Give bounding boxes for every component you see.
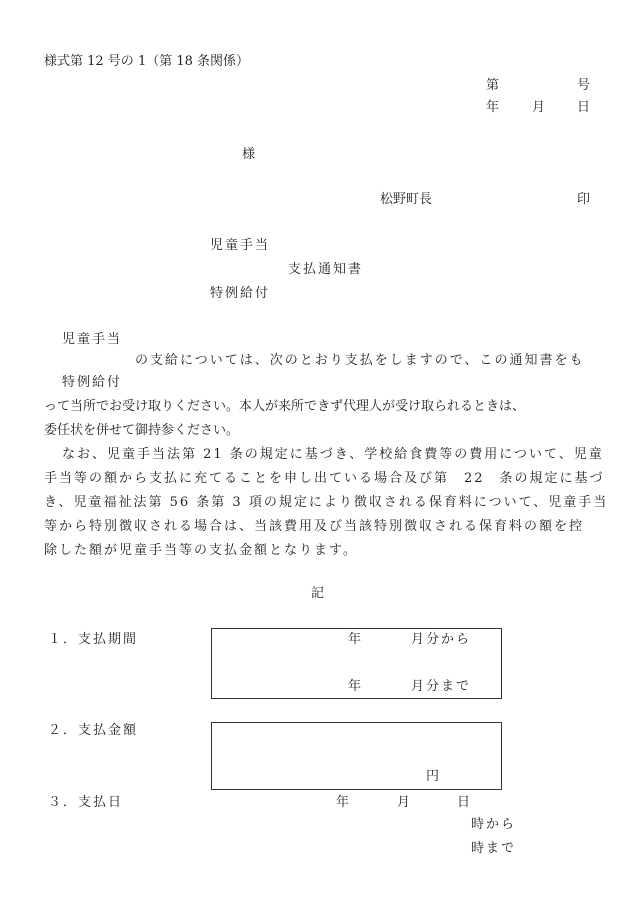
period-year-from: 年 — [348, 632, 362, 647]
document-title: 支払通知書 — [288, 262, 364, 277]
payment-amount-box — [211, 722, 502, 790]
body-upper-term: 児童手当 — [62, 332, 123, 347]
amount-yen-unit: 円 — [426, 769, 440, 784]
payment-period-label: １．支払期間 — [48, 632, 139, 647]
number-suffix: 号 — [577, 78, 591, 93]
body-text: き、児童福祉法第 56 条第 3 項の規定により徴収される保育料について、児童手当 — [44, 495, 609, 510]
title-line-3: 特例給付 — [210, 286, 271, 301]
form-number: 様式第 12 号の 1（第 18 条関係） — [44, 54, 250, 69]
payment-date-day: 日 — [457, 795, 471, 810]
period-from-text: 月分から — [411, 632, 472, 647]
date-month: 月 — [532, 100, 546, 115]
body-lower-term: 特例給付 — [62, 375, 123, 390]
number-prefix: 第 — [486, 78, 500, 93]
body-text: 委任状を併せて御持参ください。 — [44, 423, 240, 438]
period-year-to: 年 — [348, 679, 362, 694]
period-to-text: 月分まで — [411, 679, 472, 694]
body-text: 手当等の額から支払に充てることを申し出ている場合及び第 22 条の規定に基づ — [44, 471, 605, 486]
payment-date-year: 年 — [336, 795, 350, 810]
date-day: 日 — [577, 100, 591, 115]
sender-name: 松野町長 — [380, 192, 433, 207]
body-text: 等から特別徴収される場合は、当該費用及び当該特別徴収される保育料の額を控 — [44, 519, 585, 534]
ki-heading: 記 — [311, 586, 325, 601]
time-from-text: 時から — [471, 817, 517, 832]
date-year: 年 — [486, 100, 500, 115]
addressee-honorific: 様 — [242, 147, 256, 162]
seal-mark: 印 — [577, 192, 591, 207]
body-text: なお、児童手当法第 21 条の規定に基づき、学校給食費等の費用について、児童 — [62, 447, 604, 462]
time-to-text: 時まで — [471, 841, 517, 856]
body-text: って当所でお受け取りください。本人が来所できず代理人が受け取られるときは、 — [44, 399, 526, 414]
body-text: の支給については、次のとおり支払をしますので、この通知書をも — [135, 353, 585, 368]
payment-amount-label: ２．支払金額 — [48, 723, 139, 738]
body-text: 除した額が児童手当等の支払金額となります。 — [44, 543, 358, 558]
title-line-1: 児童手当 — [210, 238, 271, 253]
payment-date-month: 月 — [397, 795, 411, 810]
payment-date-label: ３．支払日 — [48, 795, 124, 810]
